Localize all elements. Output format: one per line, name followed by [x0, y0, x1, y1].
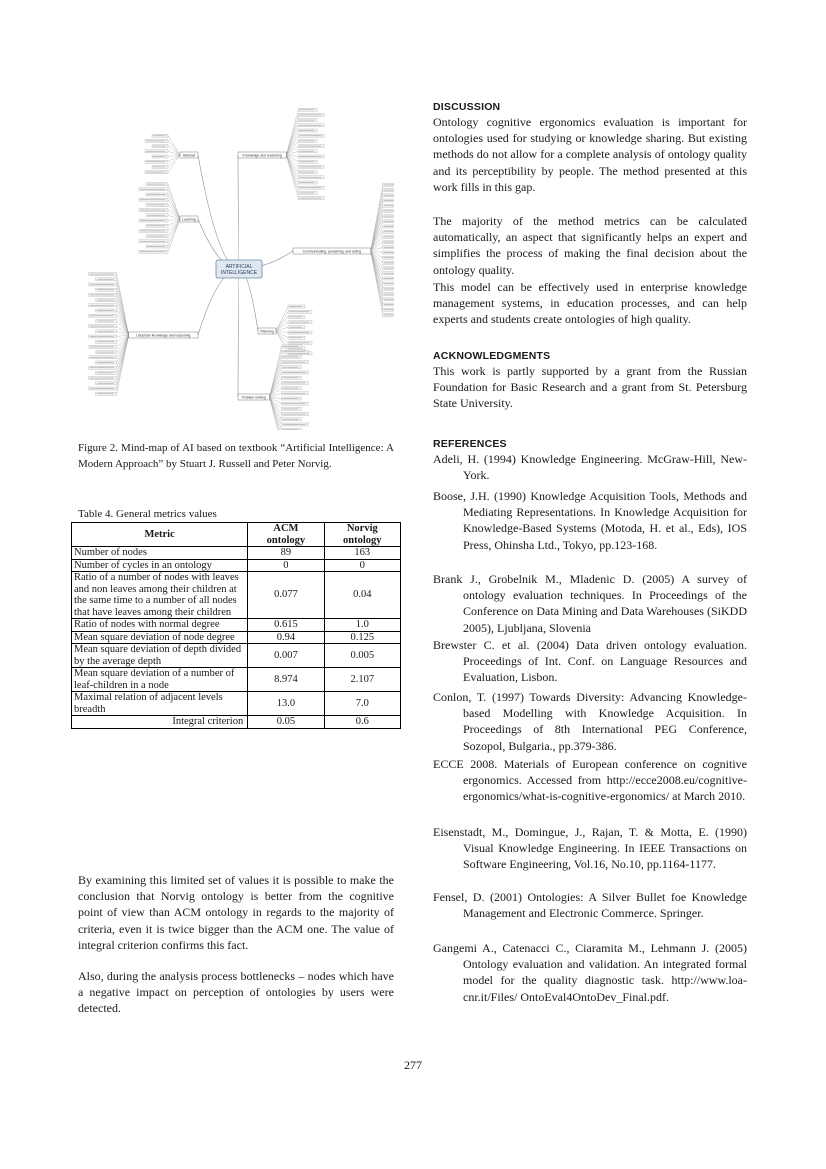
mind-map-leaf-text-mark: [283, 362, 306, 363]
discussion-paragraph-3: This model can be effectively used in enterprise knowledge management systems, in education processes, and can help experts and students create ontologies of high quality.: [433, 280, 747, 327]
row-acm-value: 89: [248, 547, 324, 560]
mind-map-leaf-link: [168, 136, 180, 155]
mind-map-leaf-text-mark: [140, 220, 165, 221]
mind-map-leaf-text-mark: [384, 315, 394, 316]
mind-map-leaf-link: [117, 279, 129, 335]
mind-map-leaf-text-mark: [384, 242, 394, 243]
mind-map-leaf-link: [286, 155, 298, 172]
mind-map-leaf-text-mark: [289, 322, 309, 323]
mind-map-leaf-text-mark: [300, 167, 322, 168]
header-acm: [248, 523, 324, 547]
mind-map-leaf-text-mark: [289, 311, 309, 312]
acknowledgments-text: This work is partly supported by a grant from the Russian Foundation for Basic Research and a grant from St. Petersburg State University.: [433, 364, 747, 411]
mind-map-leaf-link: [286, 155, 298, 188]
mind-map-leaf-text-mark: [97, 289, 114, 290]
mind-map-leaf-link: [371, 211, 383, 251]
row-norvig-value: 7.0: [324, 692, 400, 716]
mind-map-leaf-text-mark: [289, 327, 302, 328]
mind-map-leaf-link: [117, 335, 129, 363]
mind-map-leaf-text-mark: [283, 372, 306, 373]
mind-map-leaf-text-mark: [300, 146, 322, 147]
mind-map-leaf-text-mark: [97, 310, 114, 311]
mind-map-leaf-text-mark: [147, 205, 165, 206]
mind-map-leaf-text-mark: [384, 299, 394, 300]
mind-map-leaf-text-mark: [147, 215, 165, 216]
mind-map-leaf-text-mark: [283, 383, 306, 384]
mind-map-leaf-text-mark: [153, 156, 165, 157]
mind-map-leaf-text-mark: [283, 414, 306, 415]
table-row: [72, 644, 401, 668]
row-acm-value: 8.974: [248, 668, 324, 692]
table-row: [72, 547, 401, 560]
mind-map-leaf-text-mark: [153, 135, 165, 136]
mind-map-leaf-link: [270, 362, 282, 397]
mind-map-leaf-link: [371, 195, 383, 251]
mind-map-branch-label: Knowledge and reasoning: [242, 153, 282, 158]
mind-map-leaf-text-mark: [147, 194, 165, 195]
table-row: [72, 619, 401, 632]
mind-map-leaf-text-mark: [90, 347, 114, 348]
mind-map-leaf-link: [270, 397, 282, 425]
mind-map-leaf-text-mark: [283, 346, 299, 347]
mind-map-leaf-text-mark: [289, 343, 309, 344]
mind-map-leaf-text-mark: [97, 373, 114, 374]
mind-map-leaf-link: [168, 219, 180, 221]
mind-map-leaf-text-mark: [300, 161, 315, 162]
mind-map-leaf-link: [286, 155, 298, 198]
mind-map-branch-label: Planning: [260, 329, 274, 334]
mind-map-leaf-link: [276, 322, 288, 331]
mind-map-leaf-text-mark: [140, 199, 165, 200]
mind-map-leaf-text-mark: [90, 336, 114, 337]
mind-map-leaf-text-mark: [283, 367, 299, 368]
mind-map-leaf-link: [168, 184, 180, 219]
reference-item: Fensel, D. (2001) Ontologies: A Silver Bullet foe Knowledge Management and Electronic Commerce. Springer.: [433, 890, 747, 921]
reference-item: ECCE 2008. Materials of European conference on cognitive ergonomics. Accessed from http://ecce2008.eu/cognitive-ergonomics/what-is-cognitive-ergonomics/ at March 2010.: [433, 757, 747, 804]
mind-map-center-label-2: INTELLIGENCE: [220, 270, 258, 276]
mind-map-leaf-link: [117, 295, 129, 335]
mind-map-leaf-text-mark: [147, 225, 165, 226]
mind-map-leaf-text-mark: [140, 251, 165, 252]
mind-map-leaf-text-mark: [384, 273, 394, 274]
mind-map-leaf-text-mark: [97, 331, 114, 332]
reference-item: Conlon, T. (1997) Towards Diversity: Advancing Knowledge-based Modelling with Knowledge Acquisition. In Proceedings of 8th International PEG Conference, Sozopol, Bulgaria., pp.379-386.: [433, 690, 747, 753]
header-norvig-line2: ontology: [343, 534, 382, 546]
mind-map-leaf-text-mark: [147, 246, 165, 247]
mind-map-branch-label: Communicating, perceiving, and acting: [302, 249, 362, 254]
acknowledgments-heading: ACKNOWLEDGMENTS: [433, 350, 551, 362]
row-metric: Integral criterion: [72, 716, 248, 729]
row-acm-value: 0.077: [248, 572, 324, 619]
mind-map-leaf-text-mark: [283, 419, 299, 420]
mind-map-leaf-text-mark: [283, 393, 306, 394]
mind-map-branch-label: Learning: [182, 217, 196, 222]
reference-item: Brewster C. et al. (2004) Data driven ontology evaluation. Proceedings of Int. Conf. on Language Resources and Evaluation, Lisbon.: [433, 638, 747, 685]
mind-map-leaf-text-mark: [97, 341, 114, 342]
mind-map-leaf-text-mark: [384, 211, 394, 212]
row-acm-value: 0: [248, 559, 324, 572]
mind-map-leaf-text-mark: [283, 403, 306, 404]
mind-map-leaf-text-mark: [146, 141, 165, 142]
mind-map-leaf-text-mark: [283, 429, 299, 430]
table-row-integral: [72, 716, 401, 729]
mind-map-leaf-text-mark: [140, 189, 165, 190]
row-acm-value: 0.05: [248, 716, 324, 729]
mind-map-leaf-text-mark: [283, 357, 299, 358]
mind-map-leaf-text-mark: [147, 236, 165, 237]
mind-map-leaf-link: [276, 331, 288, 343]
mind-map-leaf-text-mark: [300, 198, 322, 199]
row-metric: Ratio of a number of nodes with leaves and non leaves among their children at the same time to a number of all nodes that have leaves among their children: [72, 572, 248, 619]
row-norvig-value: 0: [324, 559, 400, 572]
reference-item: Eisenstadt, M., Domingue, J., Rajan, T. & Motta, E. (1990) Visual Knowledge Engineering. In IEEE Transactions on Software Engineering, Vol.16, No.10, pp.1164-1177.: [433, 825, 747, 872]
row-acm-value: 0.615: [248, 619, 324, 632]
mind-map-leaf-text-mark: [384, 304, 394, 305]
mind-map-leaf-text-mark: [283, 388, 299, 389]
mind-map-leaf-link: [168, 200, 180, 219]
mind-map-link: [198, 269, 239, 335]
mind-map-leaf-text-mark: [300, 156, 322, 157]
mind-map-leaf-link: [168, 155, 180, 172]
row-metric: Mean square deviation of node degree: [72, 631, 248, 644]
row-acm-value: 0.007: [248, 644, 324, 668]
mind-map-leaf-text-mark: [300, 109, 315, 110]
mind-map-leaf-text-mark: [90, 388, 114, 389]
mind-map-leaf-text-mark: [146, 172, 165, 173]
mind-map-leaf-text-mark: [384, 231, 394, 232]
mind-map-leaf-text-mark: [300, 177, 322, 178]
mind-map-leaf-text-mark: [384, 226, 394, 227]
mind-map-leaf-link: [286, 115, 298, 155]
mind-map-leaf-link: [286, 155, 298, 183]
mind-map-leaf-text-mark: [300, 172, 315, 173]
mind-map-leaf-link: [270, 397, 282, 399]
table-row: [72, 692, 401, 716]
mind-map-leaf-text-mark: [283, 424, 306, 425]
mind-map-svg: [78, 100, 394, 430]
mind-map-leaf-link: [276, 312, 288, 331]
mind-map-leaf-link: [168, 155, 180, 167]
mind-map-branch-label: Uncertain knowledge and reasoning: [136, 333, 191, 338]
metrics-table: [71, 522, 401, 729]
table-row: [72, 631, 401, 644]
mind-map-leaf-text-mark: [384, 247, 394, 248]
mind-map-leaf-text-mark: [300, 115, 322, 116]
mind-map-leaf-text-mark: [153, 146, 165, 147]
reference-item: Gangemi A., Catenacci C., Ciaramita M., Lehmann J. (2005) Ontology evaluation and validation. An integrated formal model for the quality diagnostic task. http://www.loa-cnr.it/Files/ OntoEval4OntoDev_Final.pdf.: [433, 941, 747, 1004]
mind-map-leaf-text-mark: [97, 321, 114, 322]
mind-map-leaf-link: [168, 141, 180, 155]
mind-map-leaf-text-mark: [289, 317, 302, 318]
mind-map-leaf-link: [286, 136, 298, 155]
mind-map-leaf-link: [270, 378, 282, 397]
mind-map-leaf-text-mark: [97, 300, 114, 301]
mind-map-leaf-text-mark: [300, 130, 315, 131]
row-norvig-value: 0.6: [324, 716, 400, 729]
mind-map-leaf-text-mark: [283, 377, 299, 378]
mind-map-leaf-text-mark: [384, 190, 394, 191]
conclusion-paragraph-1: By examining this limited set of values it is possible to make the conclusion that Norvig ontology is better from the cognitive point of view than ACM ontology in regards to the majority of criteria, even it is twice bigger than the ACM one. The value of integral criterion confirms this fact.: [78, 873, 394, 952]
mind-map-center-label-1: ARTIFICIAL: [225, 264, 253, 270]
row-metric: Number of nodes: [72, 547, 248, 560]
mind-map-leaf-text-mark: [283, 351, 306, 352]
mind-map-leaf-text-mark: [90, 274, 114, 275]
header-acm-line2: ontology: [266, 534, 306, 546]
row-norvig-value: 163: [324, 547, 400, 560]
mind-map-leaf-text-mark: [140, 231, 165, 232]
mind-map-leaf-link: [117, 335, 129, 368]
mind-map-leaf-text-mark: [300, 187, 322, 188]
mind-map-link: [238, 155, 239, 269]
mind-map-leaf-text-mark: [289, 306, 302, 307]
mind-map-leaf-text-mark: [300, 135, 322, 136]
row-acm-value: 0.94: [248, 631, 324, 644]
mind-map-leaf-link: [270, 397, 282, 414]
mind-map-leaf-text-mark: [153, 167, 165, 168]
mind-map-leaf-link: [168, 219, 180, 252]
mind-map-leaf-link: [286, 120, 298, 155]
mind-map-leaf-text-mark: [300, 125, 322, 126]
mind-map-link: [198, 155, 239, 269]
mind-map-leaf-text-mark: [97, 362, 114, 363]
mind-map-leaf-link: [371, 251, 383, 294]
mind-map-leaf-text-mark: [384, 252, 394, 253]
mind-map-leaf-text-mark: [300, 151, 315, 152]
mind-map-leaf-link: [286, 155, 298, 157]
reference-item: Boose, J.H. (1990) Knowledge Acquisition Tools, Methods and Mediating Representations. In Knowledge Acquisition for Knowledge-Based Systems (Motoda, H. et al., Eds), IOS Press, Ohinsha Ltd., Tokyo, pp.123-168.: [433, 489, 747, 552]
discussion-paragraph-2: The majority of the method metrics can be calculated automatically, an aspect that significantly helps an expert and simplifies the process of making the final decision about the ontology quality.: [433, 214, 747, 277]
mind-map-leaf-text-mark: [289, 337, 302, 338]
mind-map-leaf-text-mark: [90, 315, 114, 316]
mind-map-leaf-text-mark: [146, 161, 165, 162]
mind-map-link: [238, 269, 239, 397]
row-norvig-value: 0.04: [324, 572, 400, 619]
row-metric: Mean square deviation of depth divided by the average depth: [72, 644, 248, 668]
mind-map-leaf-text-mark: [97, 279, 114, 280]
mind-map-leaf-link: [371, 251, 383, 253]
mind-map-leaf-text-mark: [90, 326, 114, 327]
conclusion-paragraph-2: Also, during the analysis process bottlenecks – nodes which have a negative impact on perception of ontologies by users were detected.: [78, 969, 394, 1016]
mind-map-leaf-text-mark: [384, 185, 394, 186]
row-metric: Ratio of nodes with normal degree: [72, 619, 248, 632]
mind-map-leaf-text-mark: [384, 257, 394, 258]
mind-map-leaf-text-mark: [384, 195, 394, 196]
mind-map-branch-label: Problem-solving: [241, 395, 266, 400]
mind-map-leaf-text-mark: [300, 193, 315, 194]
row-norvig-value: 0.125: [324, 631, 400, 644]
row-acm-value: 13.0: [248, 692, 324, 716]
mind-map-leaf-link: [270, 357, 282, 397]
mind-map-leaf-text-mark: [300, 182, 315, 183]
mind-map-leaf-link: [276, 331, 288, 333]
mind-map-leaf-text-mark: [90, 295, 114, 296]
mind-map-leaf-text-mark: [384, 237, 394, 238]
mind-map-leaf-text-mark: [140, 210, 165, 211]
mind-map-branch-label: Abstract: [182, 153, 196, 158]
page-number: 277: [404, 1058, 422, 1072]
mind-map-leaf-text-mark: [147, 184, 165, 185]
mind-map-leaf-text-mark: [97, 383, 114, 384]
references-heading: REFERENCES: [433, 438, 507, 450]
reference-item: Adeli, H. (1994) Knowledge Engineering. McGraw-Hill, New-York.: [433, 452, 747, 483]
mind-map-leaf-text-mark: [289, 332, 309, 333]
header-metric: Metric: [72, 523, 248, 547]
header-acm-line1: ACM: [273, 523, 299, 534]
mind-map-leaf-text-mark: [384, 309, 394, 310]
figure-caption: Figure 2. Mind-map of AI based on textbook “Artificial Intelligence: A Modern Approach” by Stuart J. Russell and Peter Norvig.: [78, 442, 394, 470]
mind-map-leaf-text-mark: [300, 141, 315, 142]
mind-map-leaf-text-mark: [384, 221, 394, 222]
row-norvig-value: 2.107: [324, 668, 400, 692]
header-norvig: [324, 523, 400, 547]
mind-map-leaf-link: [168, 155, 180, 157]
table-header-row: [72, 523, 401, 547]
table-row: [72, 559, 401, 572]
row-norvig-value: 1.0: [324, 619, 400, 632]
mind-map-leaf-text-mark: [384, 278, 394, 279]
mind-map-leaf-text-mark: [140, 241, 165, 242]
mind-map-leaf-text-mark: [384, 294, 394, 295]
mind-map-leaf-text-mark: [90, 357, 114, 358]
discussion-heading: DISCUSSION: [433, 101, 501, 113]
mind-map-leaf-link: [168, 219, 180, 236]
mind-map-leaf-text-mark: [283, 398, 299, 399]
mind-map-leaf-text-mark: [146, 151, 165, 152]
mind-map-leaf-text-mark: [384, 263, 394, 264]
row-norvig-value: 0.005: [324, 644, 400, 668]
mind-map-leaf-text-mark: [384, 205, 394, 206]
mind-map-leaf-text-mark: [384, 216, 394, 217]
mind-map-leaf-text-mark: [90, 284, 114, 285]
mind-map-leaf-link: [371, 251, 383, 279]
table-row: [72, 668, 401, 692]
mind-map-leaf-link: [168, 146, 180, 155]
mind-map-leaf-text-mark: [97, 393, 114, 394]
mind-map-leaf-text-mark: [90, 305, 114, 306]
table-caption: Table 4. General metrics values: [78, 508, 217, 520]
row-metric: Mean square deviation of a number of leaf-children in a node: [72, 668, 248, 692]
mind-map-figure: [78, 100, 394, 430]
mind-map-leaf-text-mark: [97, 352, 114, 353]
mind-map-leaf-text-mark: [384, 289, 394, 290]
mind-map-leaf-text-mark: [90, 378, 114, 379]
reference-item: Brank J., Grobelnik M., Mladenic D. (2005) A survey of ontology evaluation techniques. In Proceedings of the Conference on Data Mining and Data Warehouses (SiKDD 2005), Ljubljana, Slovenia: [433, 572, 747, 635]
mind-map-leaf-text-mark: [384, 200, 394, 201]
mind-map-leaf-link: [117, 335, 129, 378]
mind-map-leaf-text-mark: [384, 268, 394, 269]
mind-map-leaf-link: [168, 219, 180, 247]
mind-map-leaf-link: [371, 251, 383, 284]
row-metric: Number of cycles in an ontology: [72, 559, 248, 572]
row-metric: Maximal relation of adjacent levels breadth: [72, 692, 248, 716]
discussion-paragraph-1: Ontology cognitive ergonomics evaluation is important for ontologies used for studying or knowledge sharing. But existing methods do not allow for a complete analysis of ontology quality and its perceptibility by people. The method presented at this work fills in this gap.: [433, 115, 747, 194]
header-norvig-line1: Norvig: [346, 523, 378, 534]
mind-map-leaf-link: [168, 155, 180, 162]
mind-map-leaf-text-mark: [283, 409, 299, 410]
mind-map-leaf-link: [168, 219, 180, 231]
mind-map-leaf-text-mark: [300, 120, 315, 121]
table-row: [72, 572, 401, 619]
mind-map-leaf-text-mark: [384, 283, 394, 284]
mind-map-leaf-text-mark: [90, 367, 114, 368]
mind-map-leaf-link: [270, 397, 282, 430]
mind-map-leaf-link: [117, 335, 129, 337]
